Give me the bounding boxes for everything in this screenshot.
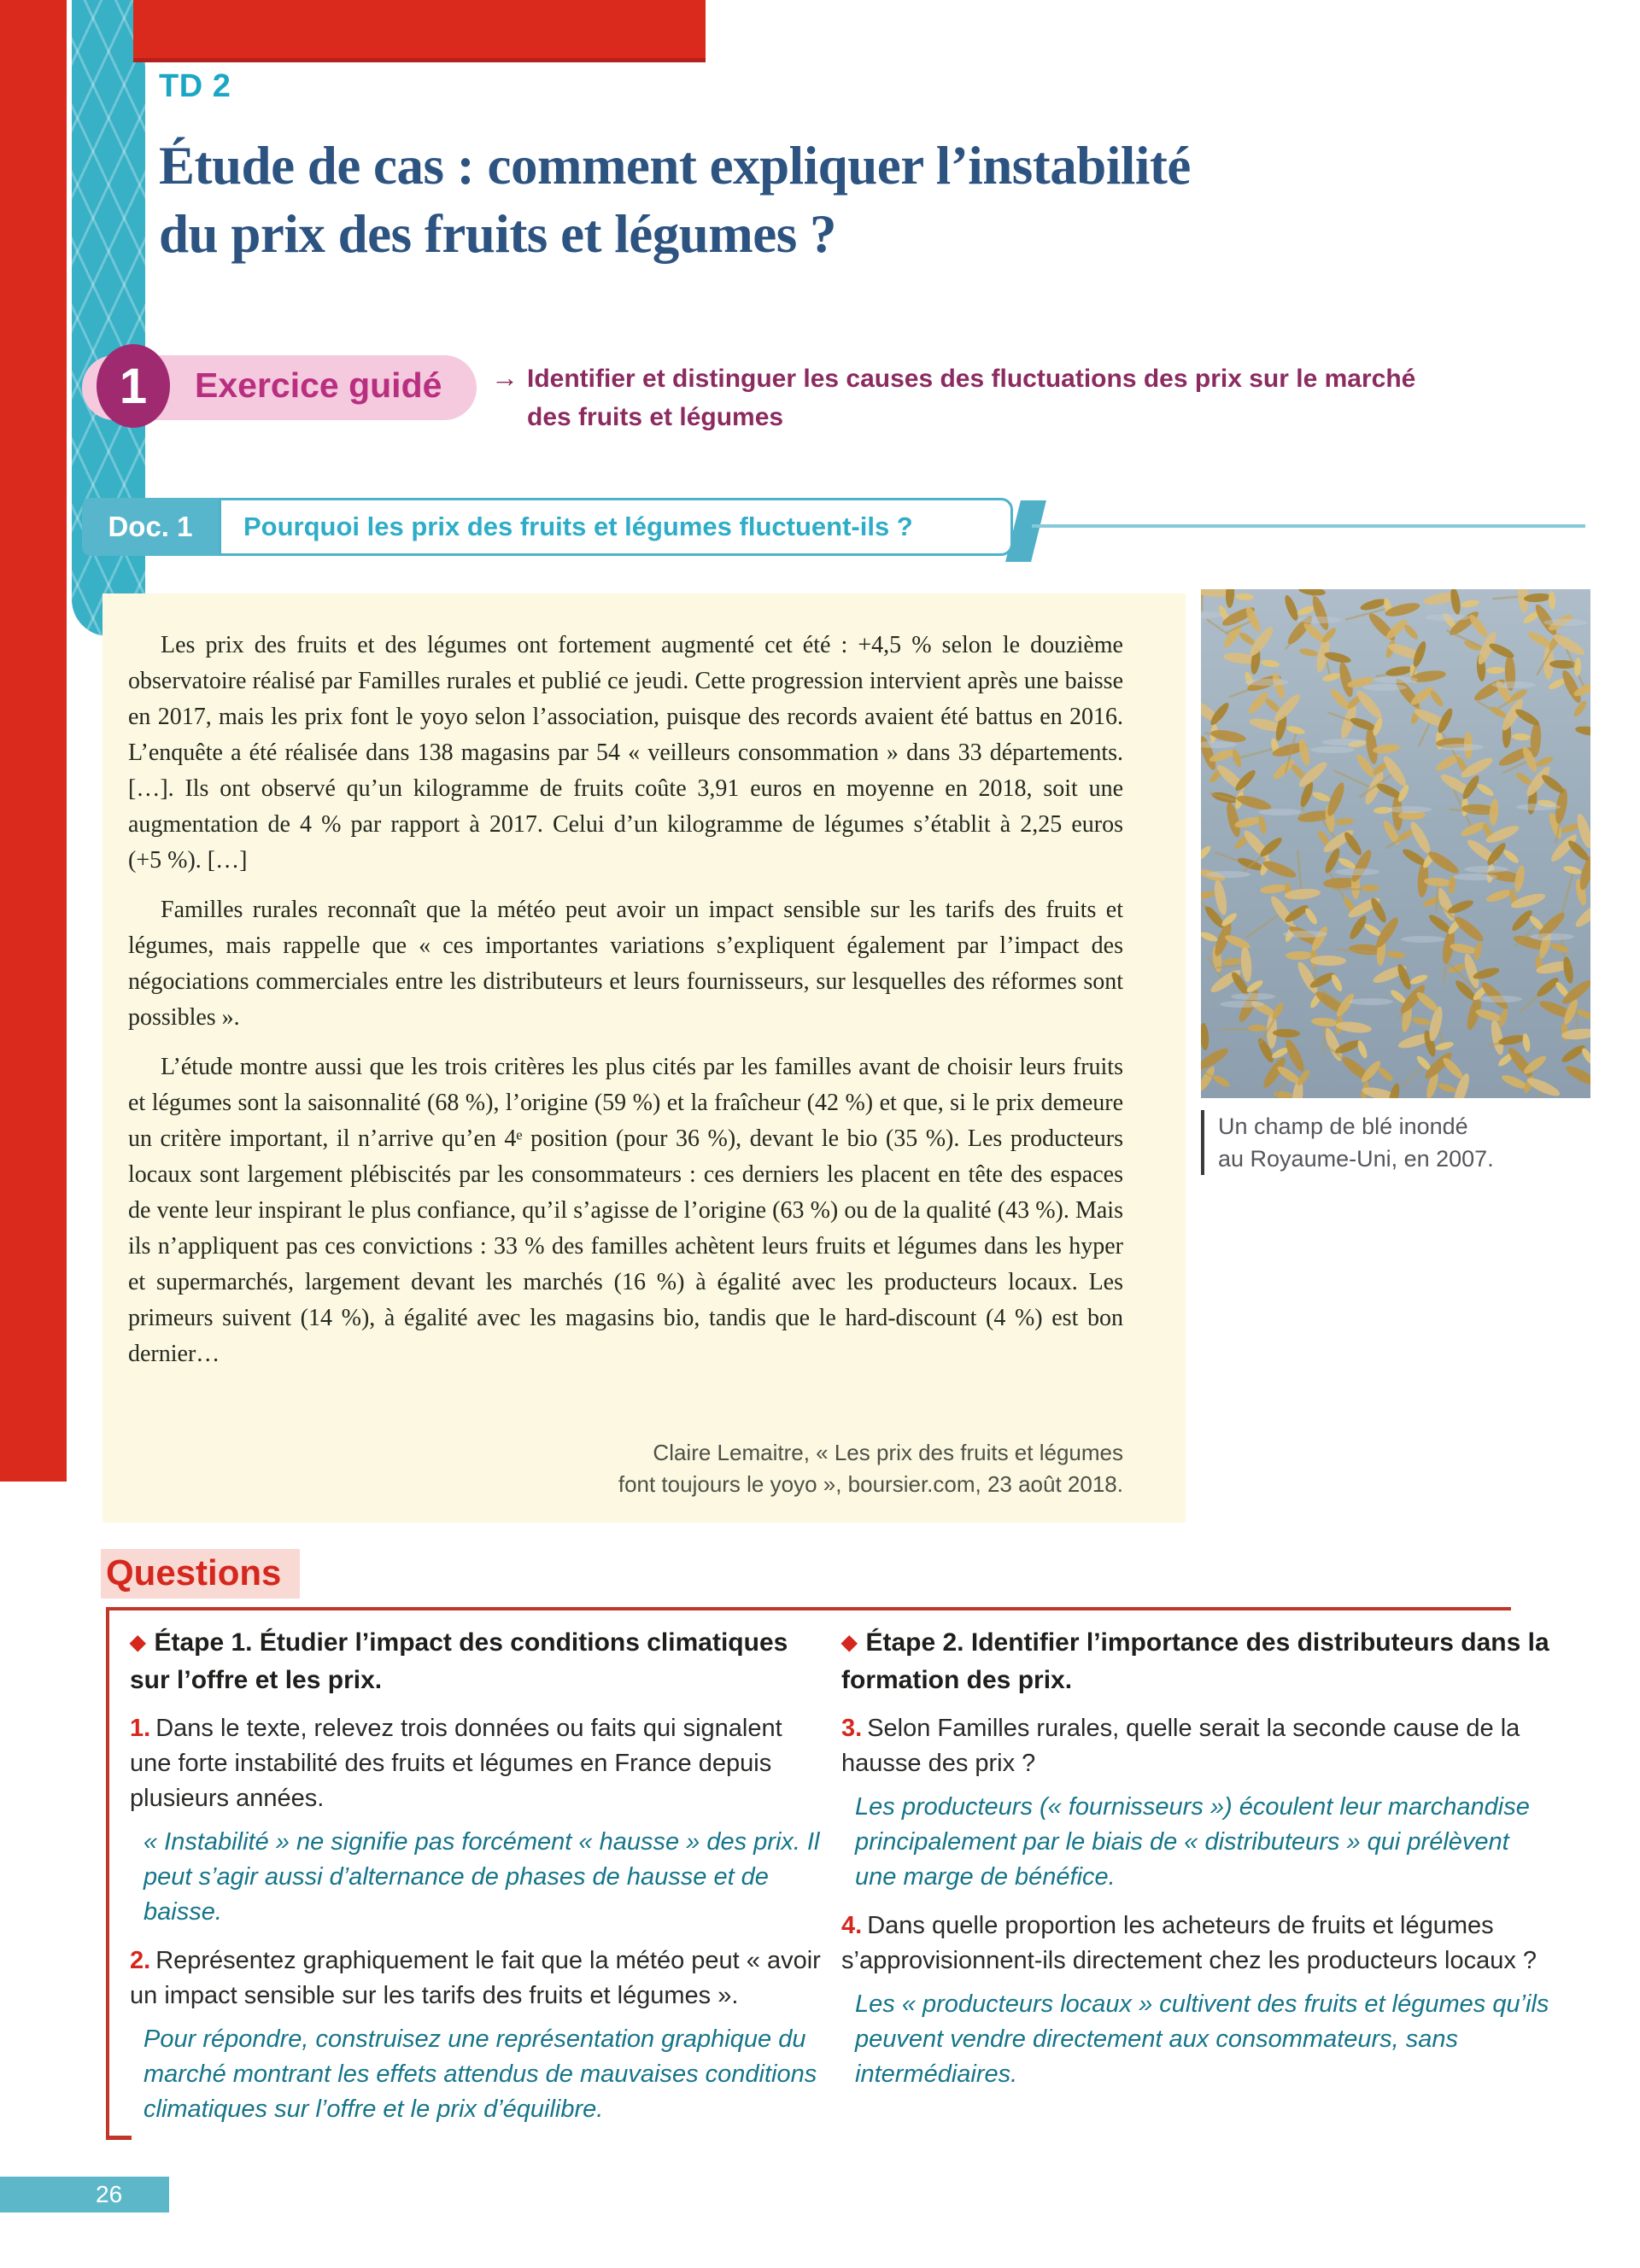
doc-photo-svg: [1201, 589, 1590, 1098]
question-1-number: 1.: [130, 1715, 151, 1742]
photo-caption-line1: Un champ de blé inondé: [1218, 1114, 1468, 1139]
article-paragraph-2: Familles rurales reconnaît que la météo peut avoir un impact sensible sur les tarifs des fruits et légumes, mais rappelle que « ces importantes variations s’expliquent également par l’impact des négociations commerciales entre les distributeurs et leurs fournisseurs, sur lesquelles des réformes sont possibles ».: [128, 897, 1123, 1031]
exercise-label: Exercice guidé: [195, 365, 442, 405]
step1-heading: [130, 1624, 822, 1699]
question-2: [130, 1944, 822, 2014]
article-paragraph-3: L’étude montre aussi que les trois critères les plus cités par les familles avant de choisir leurs fruits et légumes sont la saisonnalité (68 %), l’origine (59 %) et la fraîcheur (42 %) et que, si le prix demeure un critère important, il n’arrive qu’en 4ᵉ position (pour 36 %), devant le bio (35 %). Les producteurs locaux sont largement plébiscités par les consommateurs : ces derniers les placent en tête des espaces de vente leur inspirant le plus confiance, qu’il s’agisse de l’origine (63 %) ou de la qualité (43 %). Mais ils n’appliquent pas ces convictions : 33 % des familles achètent leurs fruits et légumes dans les hyper et supermarchés, largement devant les marchés (16 %) à égalité avec les producteurs locaux. Les primeurs suivent (14 %), à égalité avec les magasins bio, tandis que le hard-discount (4 %) est bon dernier…: [128, 1054, 1123, 1367]
answer-3: Les producteurs (« fournisseurs ») écoulent leur marchandise principalement par le biais de « distributeurs » qui prélèvent une marge de bénéfice.: [855, 1793, 1530, 1891]
questions-heading: Questions: [106, 1552, 282, 1593]
questions-border-foot: [106, 2136, 132, 2140]
page-title-line2: du prix des fruits et légumes ?: [159, 204, 836, 264]
questions-heading-highlight: [101, 1549, 300, 1599]
top-red-bar: [133, 0, 706, 58]
objective-line1: [491, 359, 1516, 398]
questions-top-rule: [106, 1607, 1511, 1610]
question-1-text: Dans le texte, relevez trois données ou faits qui signalent une forte instabilité des fruits et légumes en France depuis plusieurs années.: [130, 1715, 782, 1812]
photo-caption: [1201, 1110, 1585, 1175]
answer-1: « Instabilité » ne signifie pas forcément « hausse » des prix. Il peut s’agir aussi d’alternance de phases de hausse et de baisse.: [144, 1828, 820, 1926]
page-title-line1: Étude de cas : comment expliquer l’instabilité: [159, 136, 1191, 196]
objective-text1: Identifier et distinguer les causes des fluctuations des prix sur le marché: [527, 365, 1416, 393]
question-3: [841, 1711, 1550, 1781]
doc1-rule-line: [1032, 524, 1585, 528]
exercise-objective: [491, 359, 1516, 436]
attribution-line1: Claire Lemaitre, « Les prix des fruits et légumes: [653, 1440, 1123, 1465]
questions-left-border: [106, 1607, 109, 2139]
question-2-text: Représentez graphiquement le fait que la météo peut « avoir un impact sensible sur les tarifs des fruits et légumes ».: [130, 1947, 821, 2009]
questions-column-1: [130, 1624, 822, 2141]
arrow-right-icon: →: [491, 362, 518, 393]
article-text: [128, 628, 1123, 1386]
left-red-strip: [0, 0, 67, 1482]
question-3-number: 3.: [841, 1715, 863, 1742]
question-4-number: 4.: [841, 1912, 863, 1939]
answer-2: Pour répondre, construisez une représentation graphique du marché montrant les effets attendus de mauvaises conditions climatiques sur l’offre et le prix d’équilibre.: [144, 2025, 817, 2123]
article-attribution: [128, 1437, 1123, 1500]
diamond-icon: ◆: [130, 1631, 146, 1654]
page-number: 26: [96, 2181, 123, 2207]
question-4-text: Dans quelle proportion les acheteurs de fruits et légumes s’approvisionnent-ils directement chez les producteurs locaux ?: [841, 1912, 1538, 1974]
doc-photo: [1201, 589, 1590, 1098]
step2-heading: [841, 1624, 1550, 1699]
article-paragraph-1: Les prix des fruits et des légumes ont fortement augmenté cet été : +4,5 % selon le douzième observatoire réalisé par Familles rurales et publié ce jeudi. Cette progression intervient après une baisse en 2017, mais les prix font le yoyo selon l’association, puisque des records avaient été battus en 2016. L’enquête a été réalisée dans 138 magasins par 54 « veilleurs consommation » dans 33 départements. […]. Ils ont observé qu’un kilogramme de fruits coûte 3,91 euros en moyenne en 2018, soit une augmentation de 4 % par rapport à 2017. Celui d’un kilogramme de légumes s’établit à 2,25 euros (+5 %). […]: [128, 632, 1123, 874]
step1-text: Étape 1. Étudier l’impact des conditions climatiques sur l’offre et les prix.: [130, 1628, 788, 1694]
page-number-tab: [0, 2177, 169, 2212]
diamond-icon: ◆: [841, 1631, 858, 1654]
attribution-line2: font toujours le yoyo », boursier.com, 23 août 2018.: [618, 1471, 1123, 1497]
question-4: [841, 1909, 1550, 1979]
page-title: [159, 132, 1594, 268]
exercise-number-badge: 1: [97, 344, 170, 428]
doc1-label: Doc. 1: [82, 498, 219, 556]
doc1-text-block: [102, 593, 1186, 1523]
doc1-title: Pourquoi les prix des fruits et légumes fluctuent-ils ?: [219, 498, 1013, 556]
objective-text2: des fruits et légumes: [527, 403, 784, 431]
answer-4: Les « producteurs locaux » cultivent des fruits et légumes qu’ils peuvent vendre directement aux consommateurs, sans intermédiaires.: [855, 1990, 1549, 2088]
step2-text: Étape 2. Identifier l’importance des distributeurs dans la formation des prix.: [841, 1628, 1549, 1694]
question-3-text: Selon Familles rurales, quelle serait la seconde cause de la hausse des prix ?: [841, 1715, 1520, 1777]
top-red-bar-shadow: [133, 58, 706, 62]
questions-column-2: [841, 1624, 1550, 2106]
photo-caption-line2: au Royaume-Uni, en 2007.: [1218, 1146, 1494, 1172]
td-label: TD 2: [159, 68, 231, 104]
question-1: [130, 1711, 822, 1816]
question-2-number: 2.: [130, 1947, 151, 1974]
